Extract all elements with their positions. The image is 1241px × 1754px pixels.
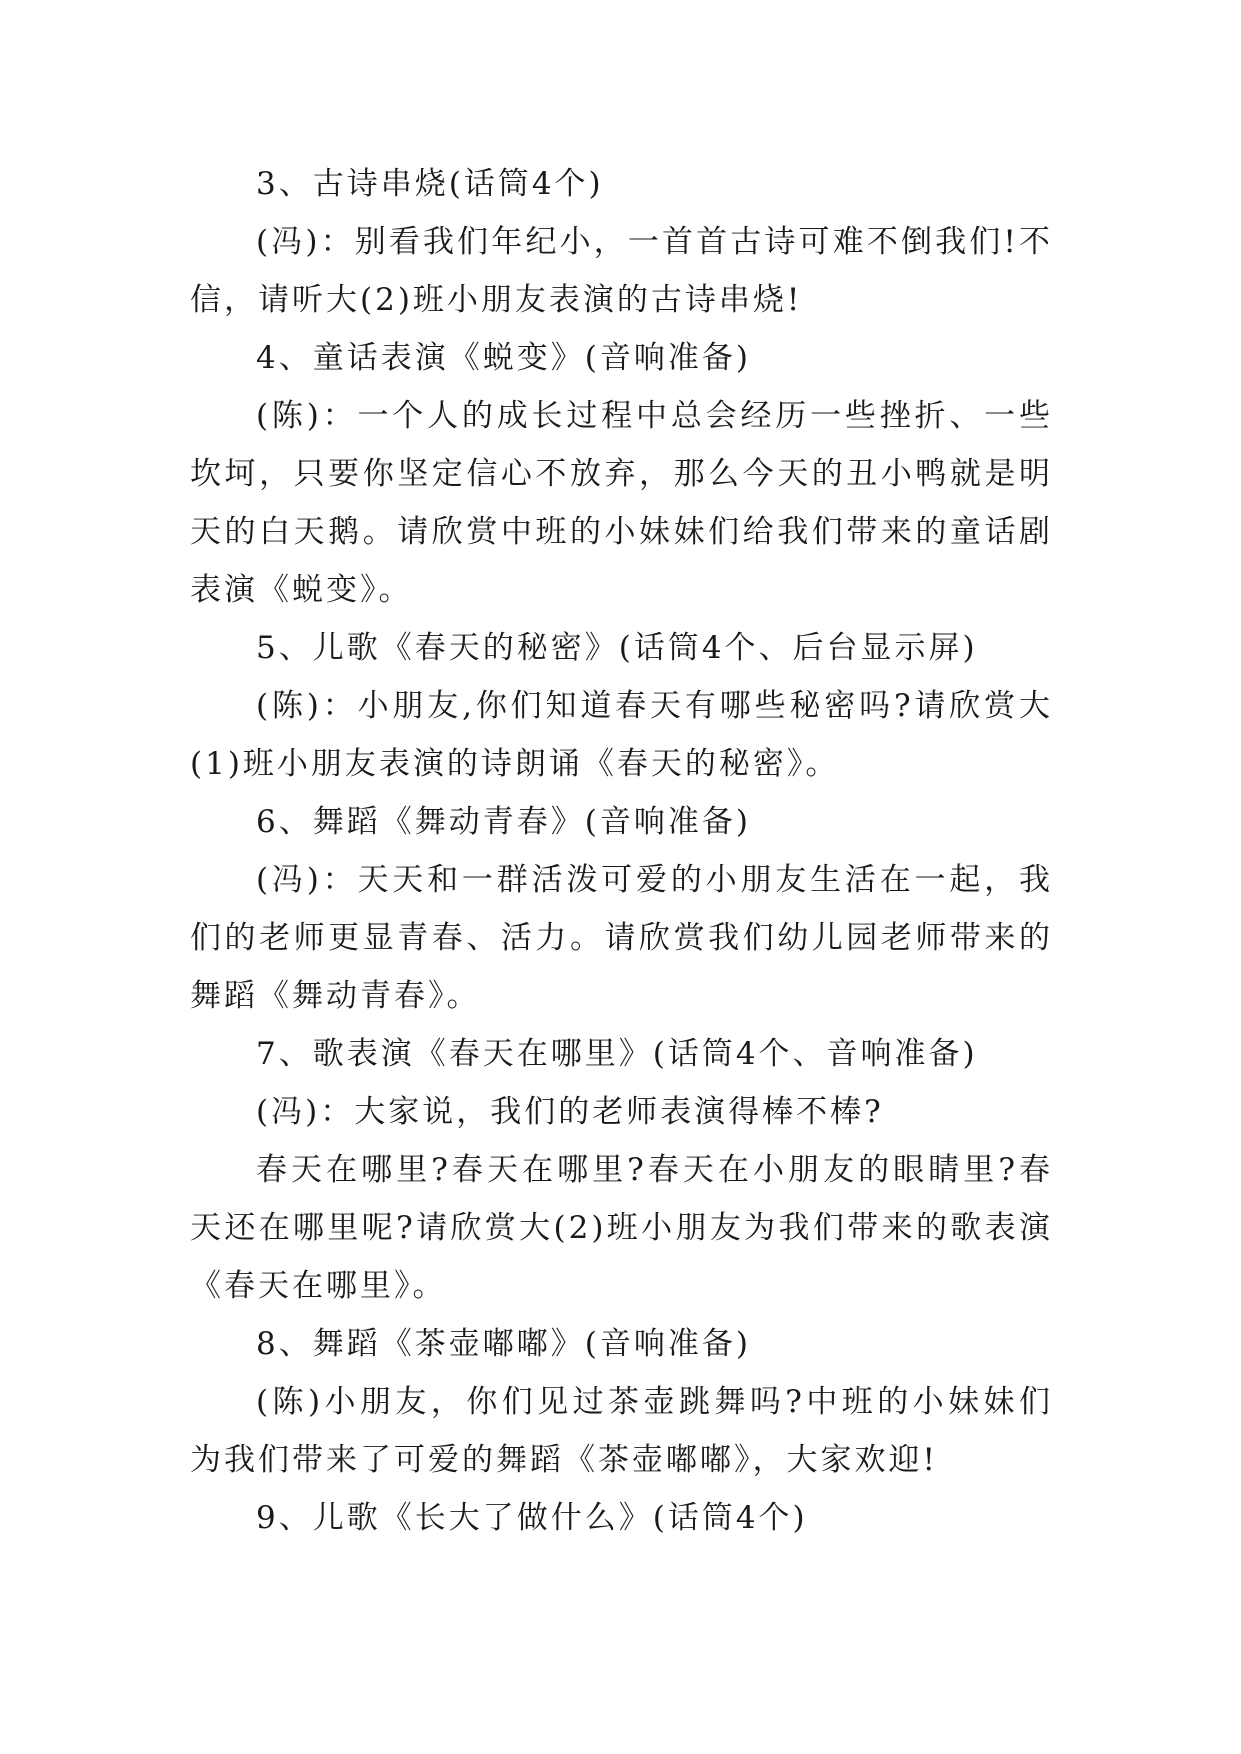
host-line-chen-3: (陈)小朋友，你们见过茶壶跳舞吗?中班的小妹妹们为我们带来了可爱的舞蹈《茶壶嘟嘟》，大家欢迎! — [190, 1384, 1053, 1478]
host-line-feng-3: (冯)：大家说，我们的老师表演得棒不棒? — [256, 1094, 884, 1130]
host-line-feng-2: (冯)：天天和一群活泼可爱的小朋友生活在一起，我们的老师更显青春、活力。请欣赏我们幼儿园老师带来的舞蹈《舞动青春》。 — [190, 862, 1053, 1014]
program-item-6-heading: 6、舞蹈《舞动青春》(音响准备) — [256, 804, 751, 840]
program-item-3-heading: 3、古诗串烧(话筒4个) — [256, 166, 604, 202]
program-item-5-heading: 5、儿歌《春天的秘密》(话筒4个、后台显示屏) — [256, 630, 978, 666]
program-item-4-heading: 4、童话表演《蜕变》(音响准备) — [256, 340, 751, 376]
host-line-chen-2: (陈)：小朋友,你们知道春天有哪些秘密吗?请欣赏大(1)班小朋友表演的诗朗诵《春天的秘密》。 — [190, 688, 1053, 782]
host-line-chen-1: (陈)：一个人的成长过程中总会经历一些挫折、一些坎坷，只要你坚定信心不放弃，那么今天的丑小鸭就是明天的白天鹅。请欣赏中班的小妹妹们给我们带来的童话剧表演《蜕变》。 — [190, 398, 1053, 608]
document-body — [190, 155, 1053, 1547]
program-item-9-heading: 9、儿歌《长大了做什么》(话筒4个) — [256, 1500, 808, 1536]
program-item-7-heading: 7、歌表演《春天在哪里》(话筒4个、音响准备) — [256, 1036, 978, 1072]
host-line-feng-1: (冯)：别看我们年纪小，一首首古诗可难不倒我们!不信，请听大(2)班小朋友表演的古诗串烧! — [190, 224, 1053, 318]
host-line-continued: 春天在哪里?春天在哪里?春天在小朋友的眼睛里?春天还在哪里呢?请欣赏大(2)班小朋友为我们带来的歌表演《春天在哪里》。 — [190, 1152, 1053, 1304]
program-item-8-heading: 8、舞蹈《茶壶嘟嘟》(音响准备) — [256, 1326, 751, 1362]
